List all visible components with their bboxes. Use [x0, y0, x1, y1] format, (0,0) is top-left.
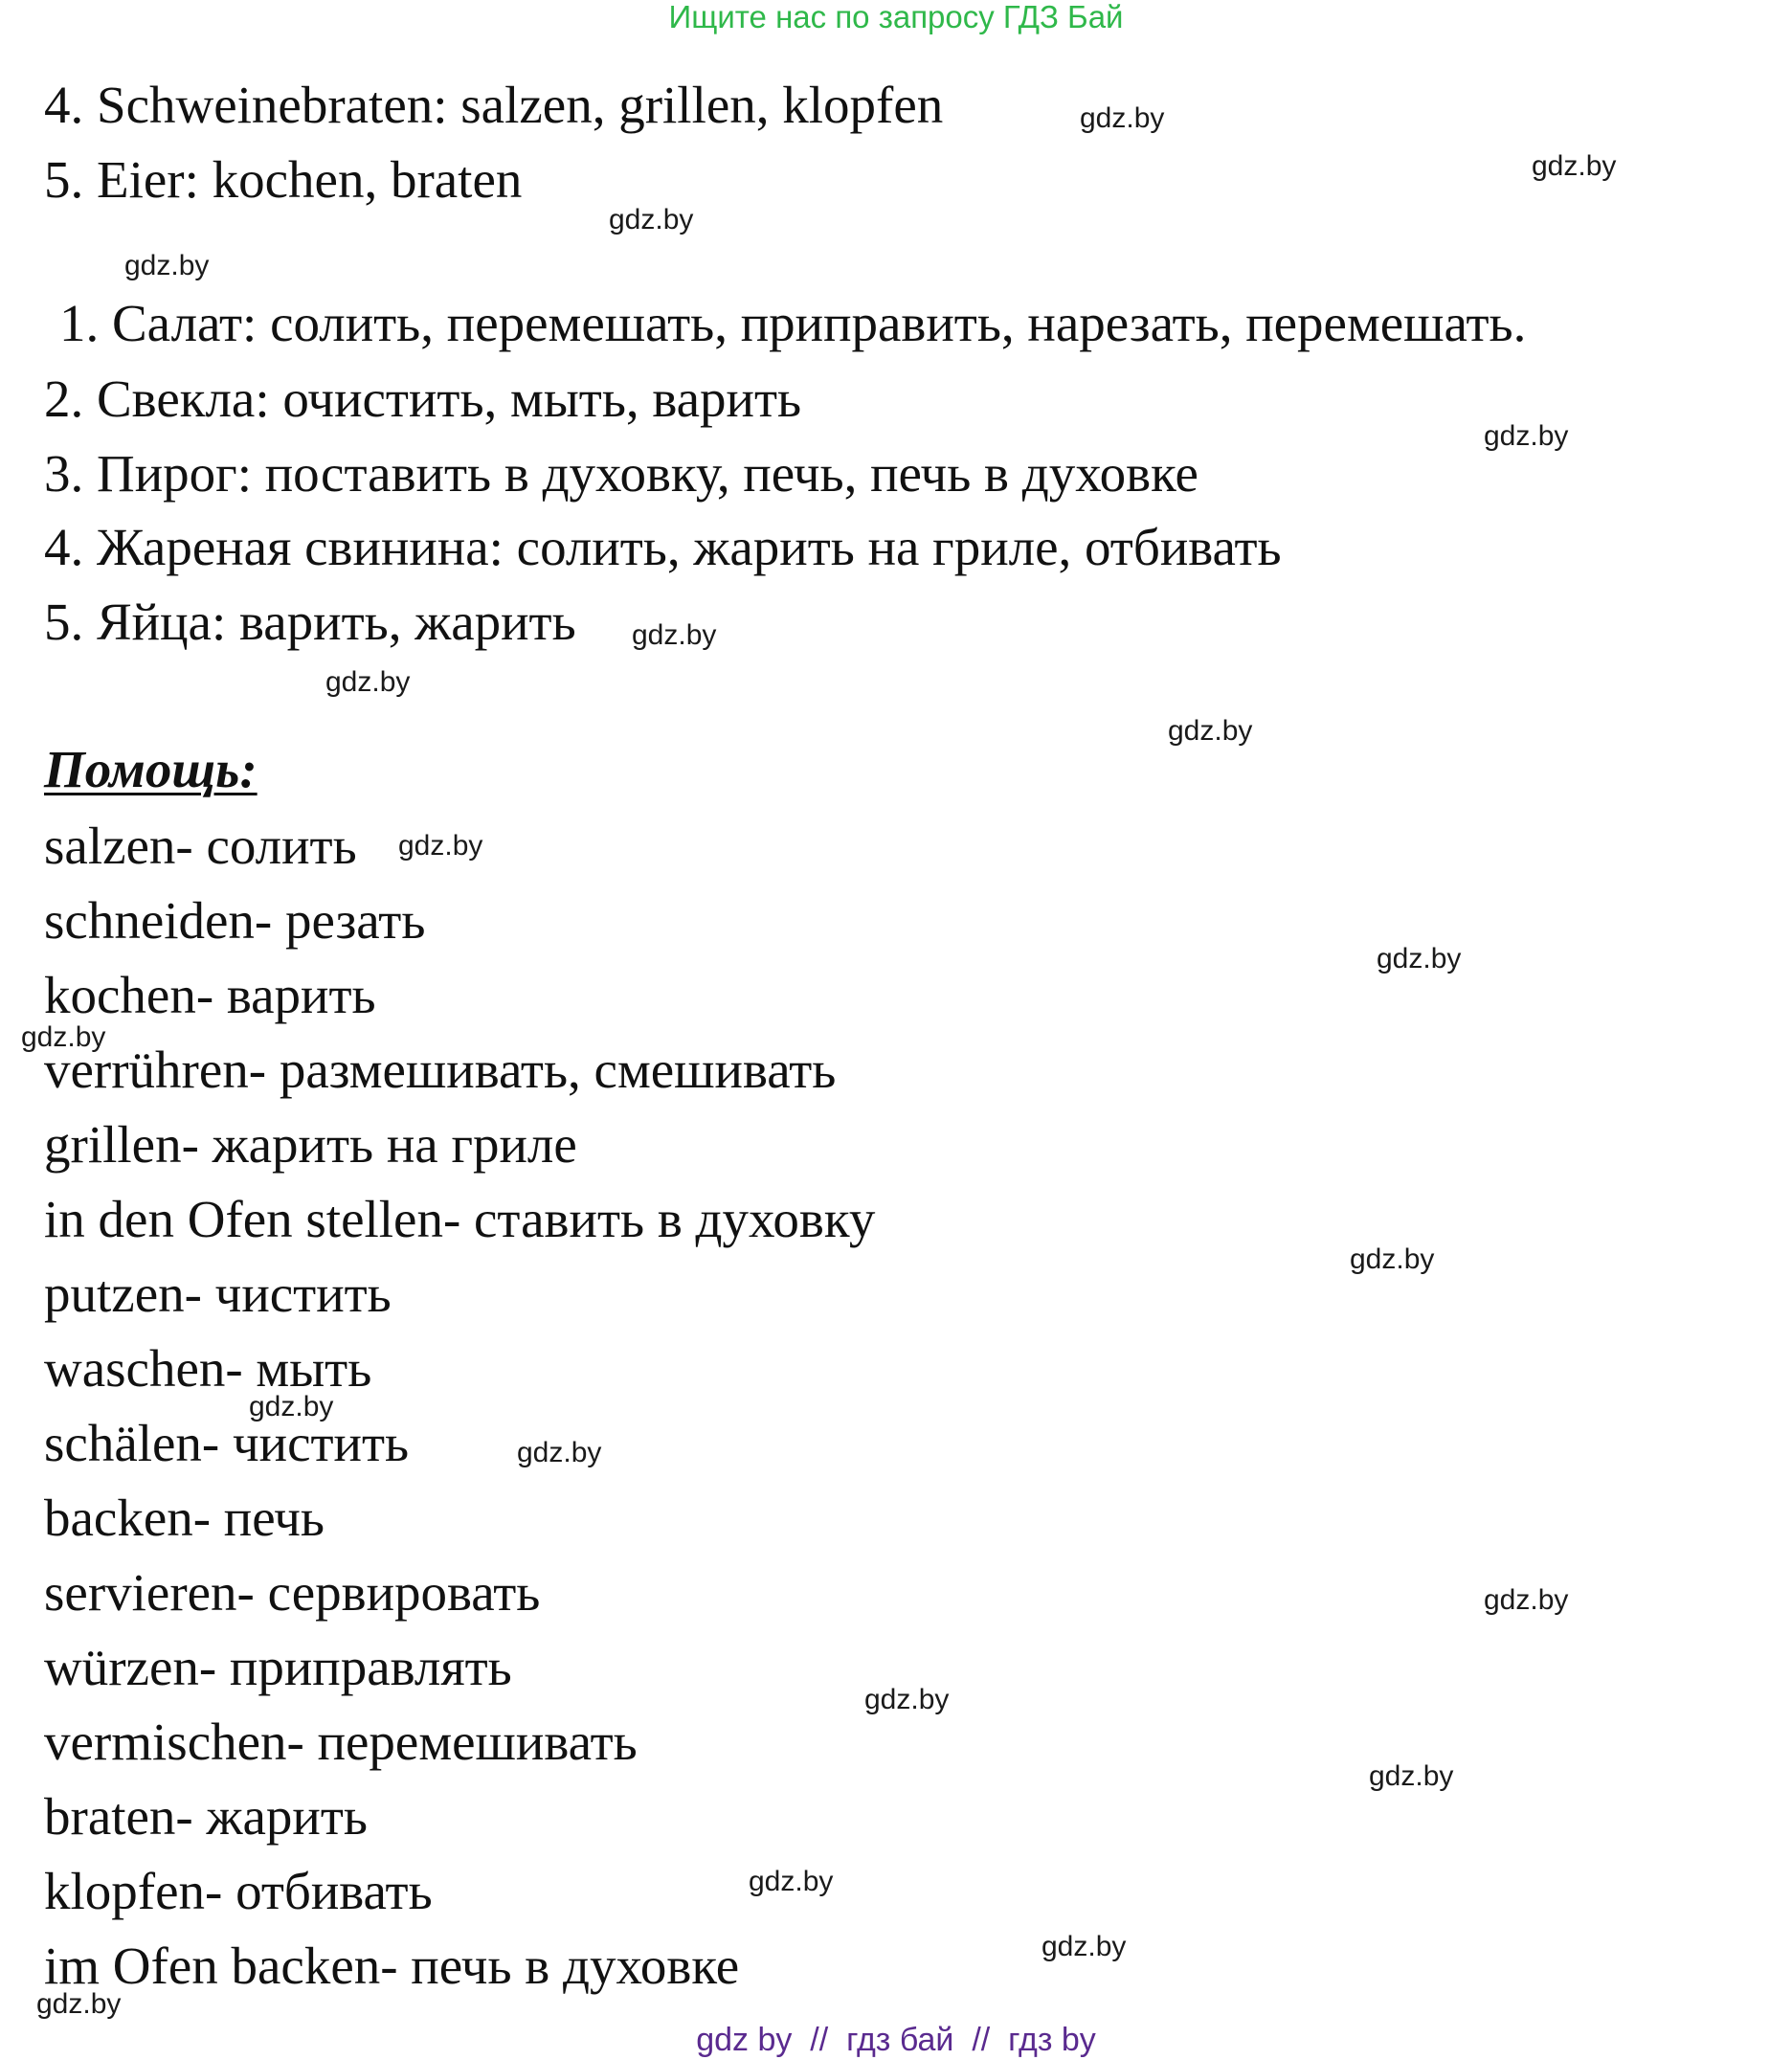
help-item-vermischen: vermischen- перемешивать: [44, 1713, 638, 1771]
help-item-verruehren: verrühren- размешивать, смешивать: [44, 1041, 837, 1099]
help-item-wuerzen: würzen- приправлять: [44, 1638, 512, 1696]
help-item-schaelen: schälen- чистить: [44, 1414, 410, 1472]
watermark: gdz.by: [1350, 1243, 1435, 1275]
help-item-putzen: putzen- чистить: [44, 1265, 392, 1323]
russian-line-1: 1. Салат: солить, перемешать, приправить, нарезать, перемешать.: [59, 294, 1527, 352]
watermark: gdz.by: [609, 204, 694, 235]
watermark: gdz.by: [21, 1021, 106, 1053]
watermark: gdz.by: [1377, 943, 1462, 974]
german-line-5: 5. Eier: kochen, braten: [44, 150, 523, 209]
watermark: gdz.by: [1532, 150, 1617, 182]
help-item-waschen: waschen- мыть: [44, 1339, 372, 1398]
help-item-in-den-ofen-stellen: in den Ofen stellen- ставить в духовку: [44, 1190, 876, 1248]
help-item-schneiden: schneiden- резать: [44, 891, 426, 950]
watermark: gdz.by: [749, 1866, 834, 1897]
russian-line-2: 2. Свекла: очистить, мыть, варить: [44, 369, 802, 428]
watermark: gdz.by: [1484, 420, 1569, 452]
watermark: gdz.by: [1042, 1931, 1127, 1962]
help-item-backen: backen- печь: [44, 1489, 325, 1547]
russian-line-4: 4. Жареная свинина: солить, жарить на гриле, отбивать: [44, 518, 1282, 576]
watermark: gdz.by: [1484, 1584, 1569, 1616]
german-line-4: 4. Schweinebraten: salzen, grillen, klopfen: [44, 76, 944, 134]
watermark: gdz.by: [864, 1684, 950, 1715]
help-item-im-ofen-backen: im Ofen backen- печь в духовке: [44, 1937, 740, 1995]
watermark: gdz.by: [398, 830, 483, 862]
watermark: gdz.by: [36, 1988, 122, 2020]
watermark: gdz.by: [249, 1391, 334, 1422]
help-item-kochen: kochen- варить: [44, 966, 376, 1024]
top-banner: Ищите нас по запросу ГДЗ Бай: [668, 0, 1124, 34]
watermark: gdz.by: [124, 250, 210, 281]
watermark: gdz.by: [325, 666, 411, 698]
watermark: gdz.by: [632, 619, 717, 651]
help-heading: Помощь:: [44, 740, 258, 798]
watermark: gdz.by: [1080, 102, 1165, 134]
help-item-grillen: grillen- жарить на гриле: [44, 1115, 577, 1174]
footer-links: gdz by // гдз бай // гдз by: [696, 2022, 1096, 2058]
help-item-servieren: servieren- сервировать: [44, 1563, 541, 1622]
watermark: gdz.by: [517, 1437, 602, 1468]
watermark: gdz.by: [1369, 1760, 1454, 1792]
russian-line-3: 3. Пирог: поставить в духовку, печь, печь в духовке: [44, 444, 1198, 503]
help-item-salzen: salzen- солить: [44, 817, 357, 875]
help-item-braten: braten- жарить: [44, 1787, 368, 1846]
help-item-klopfen: klopfen- отбивать: [44, 1862, 433, 1920]
russian-line-5: 5. Яйца: варить, жарить: [44, 593, 576, 651]
watermark: gdz.by: [1168, 715, 1253, 747]
